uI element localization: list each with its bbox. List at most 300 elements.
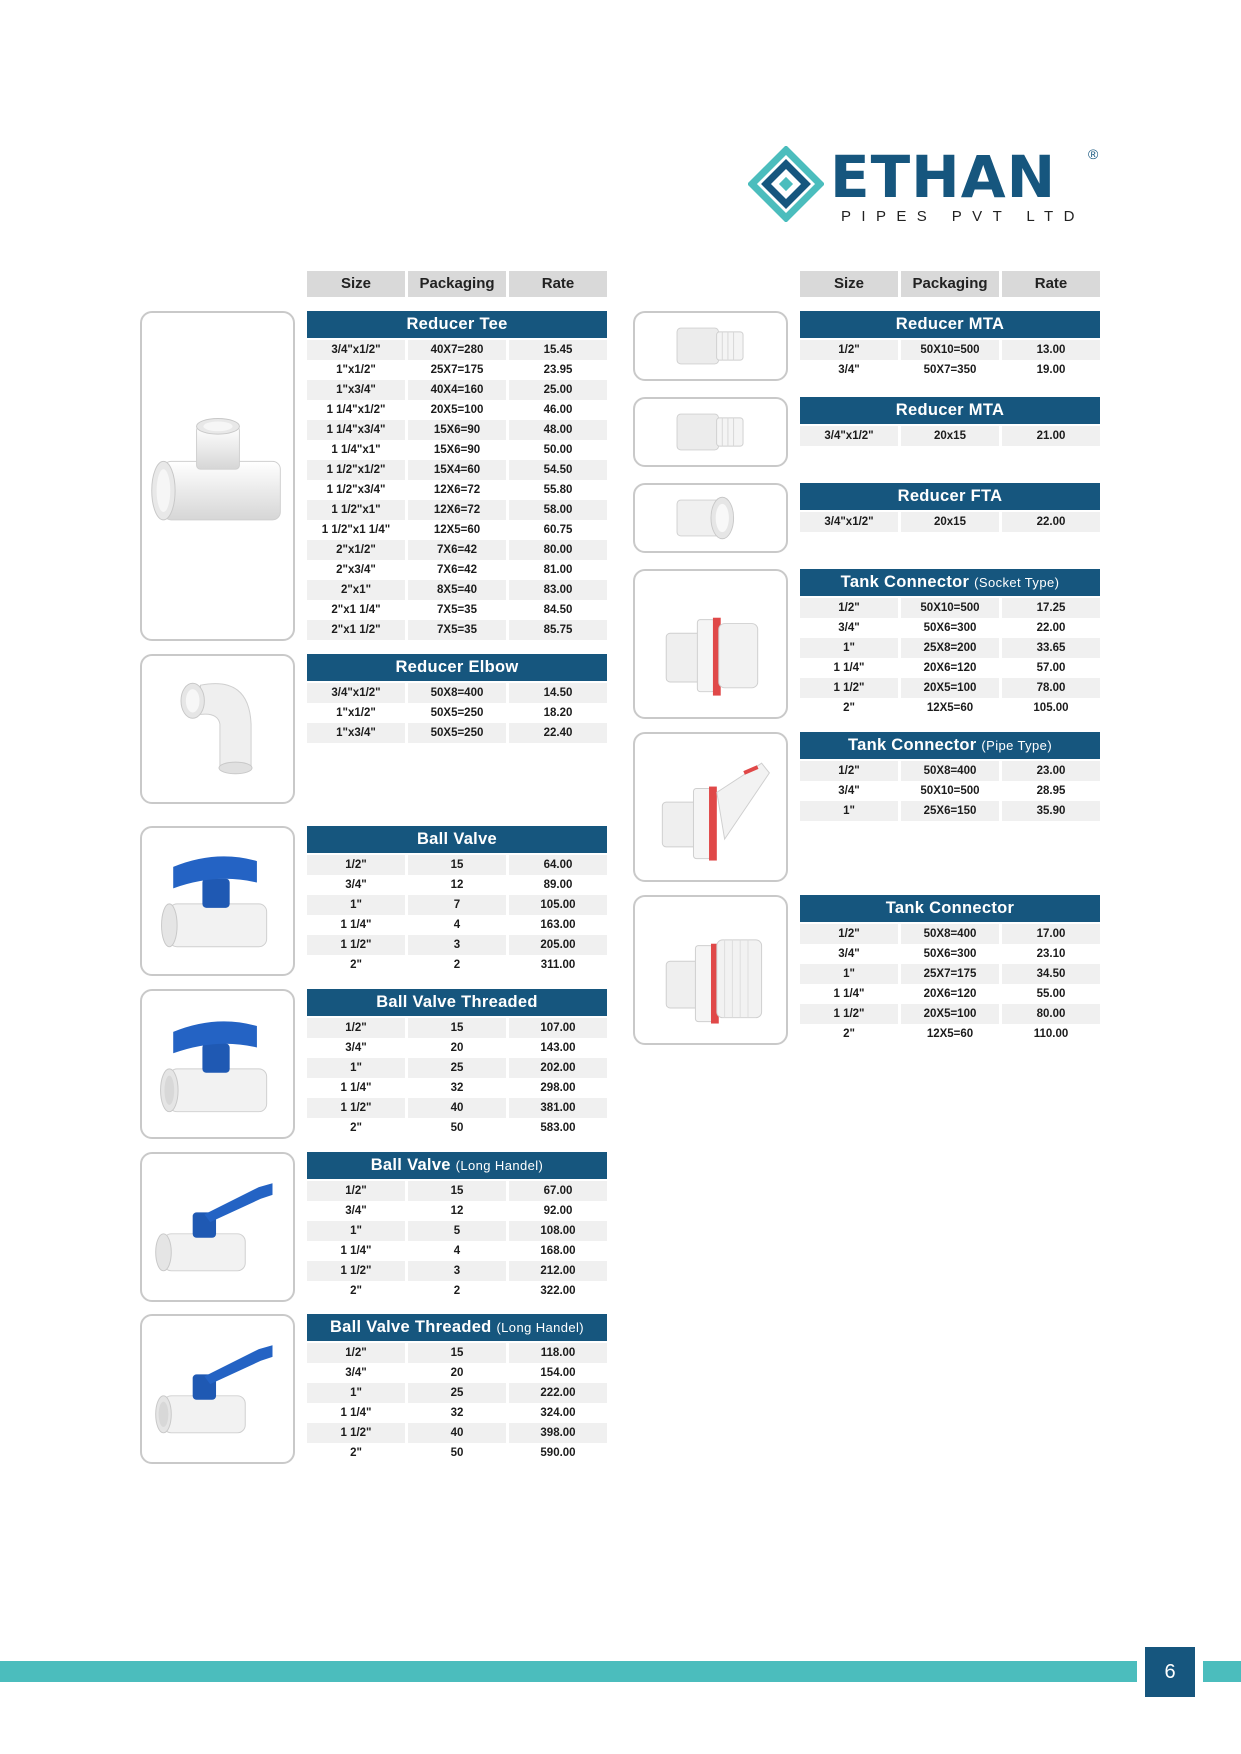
left-column-header xyxy=(307,271,607,297)
cell-packaging: 8X5=40 xyxy=(408,580,506,600)
table-row xyxy=(307,1403,607,1423)
section-tank-connector xyxy=(800,895,1100,1044)
cell-packaging: 12X6=72 xyxy=(408,500,506,520)
price-rows xyxy=(800,924,1100,1044)
cell-size: 3/4"x1/2" xyxy=(307,683,405,703)
price-rows xyxy=(307,855,607,975)
cell-rate: 89.00 xyxy=(509,875,607,895)
table-row xyxy=(307,1201,607,1221)
cell-rate: 48.00 xyxy=(509,420,607,440)
table-row xyxy=(800,984,1100,1004)
cell-rate: 80.00 xyxy=(509,540,607,560)
cell-packaging: 40X7=280 xyxy=(408,340,506,360)
table-row xyxy=(307,400,607,420)
cell-rate: 154.00 xyxy=(509,1363,607,1383)
cell-rate: 22.40 xyxy=(509,723,607,743)
cell-rate: 311.00 xyxy=(509,955,607,975)
cell-size: 1 1/2" xyxy=(307,935,405,955)
cell-rate: 33.65 xyxy=(1002,638,1100,658)
cell-packaging: 15 xyxy=(408,855,506,875)
section-title: Tank Connector (Pipe Type) xyxy=(800,732,1100,759)
cell-size: 3/4" xyxy=(800,360,898,380)
ball-valve-threaded-image xyxy=(140,989,295,1139)
table-row xyxy=(307,1221,607,1241)
cell-size: 1" xyxy=(800,638,898,658)
table-row xyxy=(307,1241,607,1261)
brand-tagline: PIPES PVT LTD xyxy=(841,208,1085,225)
cell-size: 1"x1/2" xyxy=(307,703,405,723)
table-row xyxy=(307,480,607,500)
cell-packaging: 20x15 xyxy=(901,512,999,532)
price-rows xyxy=(800,598,1100,718)
table-row xyxy=(307,683,607,703)
cell-rate: 105.00 xyxy=(1002,698,1100,718)
cell-size: 1/2" xyxy=(800,761,898,781)
cell-packaging: 12 xyxy=(408,1201,506,1221)
cell-size: 2"x1/2" xyxy=(307,540,405,560)
tank-connector-pipe-image xyxy=(633,732,788,882)
section-title: Reducer MTA xyxy=(800,397,1100,424)
cell-packaging: 15 xyxy=(408,1018,506,1038)
header-rate: Rate xyxy=(1002,271,1100,297)
cell-rate: 143.00 xyxy=(509,1038,607,1058)
cell-size: 3/4" xyxy=(307,875,405,895)
table-row xyxy=(307,600,607,620)
cell-packaging: 15 xyxy=(408,1343,506,1363)
cell-rate: 50.00 xyxy=(509,440,607,460)
table-row xyxy=(307,560,607,580)
cell-rate: 19.00 xyxy=(1002,360,1100,380)
cell-packaging: 25X8=200 xyxy=(901,638,999,658)
table-row xyxy=(307,955,607,975)
table-row xyxy=(800,1024,1100,1044)
table-row xyxy=(800,781,1100,801)
cell-size: 1 1/4" xyxy=(307,1078,405,1098)
cell-rate: 322.00 xyxy=(509,1281,607,1301)
cell-rate: 21.00 xyxy=(1002,426,1100,446)
table-row xyxy=(307,1098,607,1118)
cell-packaging: 20X5=100 xyxy=(408,400,506,420)
cell-packaging: 32 xyxy=(408,1078,506,1098)
cell-rate: 58.00 xyxy=(509,500,607,520)
cell-size: 1/2" xyxy=(800,924,898,944)
section-reducer-mta-2 xyxy=(800,397,1100,446)
cell-size: 1" xyxy=(800,801,898,821)
cell-size: 1 1/2"x1 1/4" xyxy=(307,520,405,540)
price-rows xyxy=(800,761,1100,821)
cell-packaging: 2 xyxy=(408,1281,506,1301)
cell-packaging: 25X7=175 xyxy=(901,964,999,984)
cell-rate: 23.00 xyxy=(1002,761,1100,781)
cell-rate: 381.00 xyxy=(509,1098,607,1118)
cell-rate: 110.00 xyxy=(1002,1024,1100,1044)
cell-packaging: 7X6=42 xyxy=(408,560,506,580)
section-reducer-elbow xyxy=(307,654,607,743)
cell-packaging: 3 xyxy=(408,935,506,955)
cell-rate: 163.00 xyxy=(509,915,607,935)
cell-packaging: 40X4=160 xyxy=(408,380,506,400)
cell-rate: 590.00 xyxy=(509,1443,607,1463)
cell-packaging: 40 xyxy=(408,1423,506,1443)
cell-size: 1 1/2" xyxy=(800,1004,898,1024)
cell-rate: 108.00 xyxy=(509,1221,607,1241)
cell-rate: 22.00 xyxy=(1002,512,1100,532)
cell-size: 1/2" xyxy=(307,1343,405,1363)
cell-packaging: 50X8=400 xyxy=(901,924,999,944)
cell-packaging: 7X5=35 xyxy=(408,620,506,640)
table-row xyxy=(307,935,607,955)
table-row xyxy=(307,1058,607,1078)
reducer-fta-image xyxy=(633,483,788,553)
table-row xyxy=(307,1383,607,1403)
cell-size: 1 1/2" xyxy=(800,678,898,698)
cell-size: 1 1/4" xyxy=(800,658,898,678)
cell-size: 3/4" xyxy=(307,1363,405,1383)
brand-name: ETHAN xyxy=(830,143,1057,211)
cell-packaging: 50X7=350 xyxy=(901,360,999,380)
cell-size: 2" xyxy=(800,698,898,718)
cell-packaging: 25 xyxy=(408,1058,506,1078)
registered-mark: ® xyxy=(1088,146,1099,162)
price-rows xyxy=(307,340,607,640)
cell-packaging: 4 xyxy=(408,1241,506,1261)
cell-packaging: 7 xyxy=(408,895,506,915)
section-reducer-fta xyxy=(800,483,1100,532)
ball-valve-image xyxy=(140,826,295,976)
cell-rate: 23.95 xyxy=(509,360,607,380)
cell-rate: 212.00 xyxy=(509,1261,607,1281)
table-row xyxy=(800,426,1100,446)
cell-packaging: 3 xyxy=(408,1261,506,1281)
table-row xyxy=(800,658,1100,678)
cell-size: 1 1/4"x1/2" xyxy=(307,400,405,420)
section-title: Ball Valve xyxy=(307,826,607,853)
cell-size: 1" xyxy=(307,1058,405,1078)
cell-rate: 81.00 xyxy=(509,560,607,580)
cell-packaging: 12 xyxy=(408,875,506,895)
cell-rate: 13.00 xyxy=(1002,340,1100,360)
cell-rate: 202.00 xyxy=(509,1058,607,1078)
table-row xyxy=(800,761,1100,781)
table-row xyxy=(307,703,607,723)
cell-packaging: 12X5=60 xyxy=(901,1024,999,1044)
cell-rate: 85.75 xyxy=(509,620,607,640)
cell-size: 2" xyxy=(307,955,405,975)
cell-size: 1"x1/2" xyxy=(307,360,405,380)
cell-size: 2" xyxy=(307,1281,405,1301)
cell-size: 1 1/2" xyxy=(307,1261,405,1281)
section-title: Ball Valve (Long Handel) xyxy=(307,1152,607,1179)
table-row xyxy=(800,340,1100,360)
table-row xyxy=(307,1281,607,1301)
page-number: 6 xyxy=(1145,1647,1195,1697)
ethan-logo-icon xyxy=(748,146,824,222)
cell-size: 1/2" xyxy=(800,598,898,618)
cell-size: 3/4"x1/2" xyxy=(800,426,898,446)
section-title: Ball Valve Threaded (Long Handel) xyxy=(307,1314,607,1341)
cell-packaging: 12X5=60 xyxy=(408,520,506,540)
cell-rate: 34.50 xyxy=(1002,964,1100,984)
cell-rate: 14.50 xyxy=(509,683,607,703)
cell-packaging: 25X6=150 xyxy=(901,801,999,821)
table-row xyxy=(307,1261,607,1281)
cell-rate: 83.00 xyxy=(509,580,607,600)
cell-rate: 105.00 xyxy=(509,895,607,915)
cell-packaging: 50X8=400 xyxy=(901,761,999,781)
table-row xyxy=(800,598,1100,618)
cell-packaging: 20x15 xyxy=(901,426,999,446)
table-row xyxy=(307,1423,607,1443)
cell-size: 1 1/2" xyxy=(307,1423,405,1443)
section-ball-valve-threaded xyxy=(307,989,607,1138)
cell-size: 1 1/2"x1/2" xyxy=(307,460,405,480)
ball-valve-long-handle-image xyxy=(140,1152,295,1302)
price-rows xyxy=(307,1181,607,1301)
section-title: Reducer FTA xyxy=(800,483,1100,510)
table-row xyxy=(307,580,607,600)
footer-bar-end xyxy=(1203,1661,1241,1682)
header-size: Size xyxy=(307,271,405,297)
footer-bar xyxy=(0,1661,1137,1682)
cell-rate: 398.00 xyxy=(509,1423,607,1443)
cell-rate: 118.00 xyxy=(509,1343,607,1363)
cell-rate: 25.00 xyxy=(509,380,607,400)
price-rows xyxy=(800,340,1100,380)
cell-packaging: 50X6=300 xyxy=(901,618,999,638)
table-row xyxy=(307,520,607,540)
cell-packaging: 50X8=400 xyxy=(408,683,506,703)
cell-rate: 168.00 xyxy=(509,1241,607,1261)
cell-rate: 28.95 xyxy=(1002,781,1100,801)
cell-rate: 18.20 xyxy=(509,703,607,723)
table-row xyxy=(800,512,1100,532)
table-row xyxy=(307,895,607,915)
cell-size: 1" xyxy=(307,895,405,915)
table-row xyxy=(307,460,607,480)
price-rows xyxy=(800,512,1100,532)
cell-rate: 22.00 xyxy=(1002,618,1100,638)
table-row xyxy=(307,1343,607,1363)
section-tank-connector-pipe xyxy=(800,732,1100,821)
cell-rate: 17.25 xyxy=(1002,598,1100,618)
brand-logo xyxy=(748,143,1104,228)
cell-size: 2" xyxy=(307,1443,405,1463)
table-row xyxy=(800,964,1100,984)
cell-packaging: 50X6=300 xyxy=(901,944,999,964)
cell-size: 3/4" xyxy=(307,1038,405,1058)
cell-size: 3/4" xyxy=(800,781,898,801)
cell-rate: 23.10 xyxy=(1002,944,1100,964)
cell-packaging: 20X5=100 xyxy=(901,1004,999,1024)
cell-packaging: 20X6=120 xyxy=(901,658,999,678)
cell-rate: 35.90 xyxy=(1002,801,1100,821)
table-row xyxy=(307,440,607,460)
table-row xyxy=(800,638,1100,658)
cell-size: 3/4" xyxy=(307,1201,405,1221)
cell-packaging: 5 xyxy=(408,1221,506,1241)
cell-packaging: 50 xyxy=(408,1118,506,1138)
cell-packaging: 20 xyxy=(408,1363,506,1383)
table-row xyxy=(800,360,1100,380)
price-rows xyxy=(800,426,1100,446)
cell-packaging: 50X10=500 xyxy=(901,340,999,360)
cell-rate: 55.00 xyxy=(1002,984,1100,1004)
table-row xyxy=(307,500,607,520)
table-row xyxy=(307,915,607,935)
cell-size: 1" xyxy=(307,1383,405,1403)
header-packaging: Packaging xyxy=(901,271,999,297)
cell-size: 1 1/2" xyxy=(307,1098,405,1118)
cell-size: 1 1/4" xyxy=(307,1241,405,1261)
cell-rate: 67.00 xyxy=(509,1181,607,1201)
table-row xyxy=(800,618,1100,638)
cell-size: 2"x1" xyxy=(307,580,405,600)
cell-rate: 15.45 xyxy=(509,340,607,360)
cell-packaging: 20 xyxy=(408,1038,506,1058)
cell-rate: 84.50 xyxy=(509,600,607,620)
cell-size: 1/2" xyxy=(307,1181,405,1201)
cell-size: 1 1/4" xyxy=(307,1403,405,1423)
reducer-mta-image-1 xyxy=(633,311,788,381)
cell-packaging: 25 xyxy=(408,1383,506,1403)
cell-size: 1/2" xyxy=(800,340,898,360)
table-row xyxy=(307,875,607,895)
cell-size: 1" xyxy=(307,1221,405,1241)
cell-rate: 92.00 xyxy=(509,1201,607,1221)
cell-packaging: 12X6=72 xyxy=(408,480,506,500)
price-rows xyxy=(307,1343,607,1463)
table-row xyxy=(307,540,607,560)
cell-size: 1 1/4"x1" xyxy=(307,440,405,460)
cell-packaging: 50X10=500 xyxy=(901,598,999,618)
cell-packaging: 15 xyxy=(408,1181,506,1201)
cell-rate: 57.00 xyxy=(1002,658,1100,678)
table-row xyxy=(307,723,607,743)
table-row xyxy=(307,855,607,875)
cell-size: 2"x3/4" xyxy=(307,560,405,580)
cell-rate: 55.80 xyxy=(509,480,607,500)
cell-packaging: 4 xyxy=(408,915,506,935)
right-column-header xyxy=(800,271,1100,297)
cell-size: 1/2" xyxy=(307,1018,405,1038)
table-row xyxy=(800,678,1100,698)
table-row xyxy=(800,801,1100,821)
cell-rate: 222.00 xyxy=(509,1383,607,1403)
cell-packaging: 50X5=250 xyxy=(408,703,506,723)
cell-packaging: 50X10=500 xyxy=(901,781,999,801)
cell-size: 1"x3/4" xyxy=(307,723,405,743)
cell-rate: 60.75 xyxy=(509,520,607,540)
table-row xyxy=(307,1018,607,1038)
table-row xyxy=(307,1363,607,1383)
reducer-elbow-image xyxy=(140,654,295,804)
cell-size: 2"x1 1/4" xyxy=(307,600,405,620)
cell-rate: 54.50 xyxy=(509,460,607,480)
cell-size: 1/2" xyxy=(307,855,405,875)
cell-size: 2" xyxy=(307,1118,405,1138)
cell-packaging: 20X5=100 xyxy=(901,678,999,698)
header-packaging: Packaging xyxy=(408,271,506,297)
section-title: Ball Valve Threaded xyxy=(307,989,607,1016)
section-title: Tank Connector (Socket Type) xyxy=(800,569,1100,596)
header-rate: Rate xyxy=(509,271,607,297)
cell-rate: 583.00 xyxy=(509,1118,607,1138)
table-row xyxy=(307,420,607,440)
section-ball-valve-long-handle xyxy=(307,1152,607,1301)
cell-packaging: 15X6=90 xyxy=(408,420,506,440)
cell-size: 3/4" xyxy=(800,944,898,964)
cell-packaging: 20X6=120 xyxy=(901,984,999,1004)
price-rows xyxy=(307,1018,607,1138)
table-row xyxy=(307,1038,607,1058)
cell-packaging: 7X6=42 xyxy=(408,540,506,560)
cell-rate: 298.00 xyxy=(509,1078,607,1098)
section-ball-valve xyxy=(307,826,607,975)
tank-connector-socket-image xyxy=(633,569,788,719)
table-row xyxy=(800,1004,1100,1024)
cell-packaging: 12X5=60 xyxy=(901,698,999,718)
table-row xyxy=(307,340,607,360)
cell-size: 1"x3/4" xyxy=(307,380,405,400)
table-row xyxy=(800,944,1100,964)
cell-size: 1 1/4" xyxy=(307,915,405,935)
cell-packaging: 15X6=90 xyxy=(408,440,506,460)
cell-packaging: 32 xyxy=(408,1403,506,1423)
cell-rate: 17.00 xyxy=(1002,924,1100,944)
cell-size: 1 1/4" xyxy=(800,984,898,1004)
cell-rate: 80.00 xyxy=(1002,1004,1100,1024)
cell-size: 2"x1 1/2" xyxy=(307,620,405,640)
cell-packaging: 7X5=35 xyxy=(408,600,506,620)
table-row xyxy=(307,1078,607,1098)
cell-rate: 78.00 xyxy=(1002,678,1100,698)
cell-packaging: 15X4=60 xyxy=(408,460,506,480)
cell-size: 3/4"x1/2" xyxy=(800,512,898,532)
cell-packaging: 40 xyxy=(408,1098,506,1118)
reducer-tee-image xyxy=(140,311,295,641)
header-size: Size xyxy=(800,271,898,297)
table-row xyxy=(307,620,607,640)
cell-size: 1" xyxy=(800,964,898,984)
section-tank-connector-socket xyxy=(800,569,1100,718)
section-reducer-mta-1 xyxy=(800,311,1100,380)
section-title: Tank Connector xyxy=(800,895,1100,922)
table-row xyxy=(307,1443,607,1463)
cell-size: 3/4" xyxy=(800,618,898,638)
table-row xyxy=(307,360,607,380)
tank-connector-image xyxy=(633,895,788,1045)
section-title: Reducer MTA xyxy=(800,311,1100,338)
cell-rate: 46.00 xyxy=(509,400,607,420)
cell-packaging: 50 xyxy=(408,1443,506,1463)
table-row xyxy=(307,1181,607,1201)
table-row xyxy=(800,698,1100,718)
section-title: Reducer Elbow xyxy=(307,654,607,681)
section-title: Reducer Tee xyxy=(307,311,607,338)
section-ball-valve-threaded-long-handle xyxy=(307,1314,607,1463)
cell-rate: 205.00 xyxy=(509,935,607,955)
table-row xyxy=(800,924,1100,944)
table-row xyxy=(307,1118,607,1138)
price-rows xyxy=(307,683,607,743)
reducer-mta-image-2 xyxy=(633,397,788,467)
table-row xyxy=(307,380,607,400)
cell-size: 1 1/4"x3/4" xyxy=(307,420,405,440)
cell-size: 2" xyxy=(800,1024,898,1044)
cell-packaging: 2 xyxy=(408,955,506,975)
cell-rate: 107.00 xyxy=(509,1018,607,1038)
cell-rate: 324.00 xyxy=(509,1403,607,1423)
